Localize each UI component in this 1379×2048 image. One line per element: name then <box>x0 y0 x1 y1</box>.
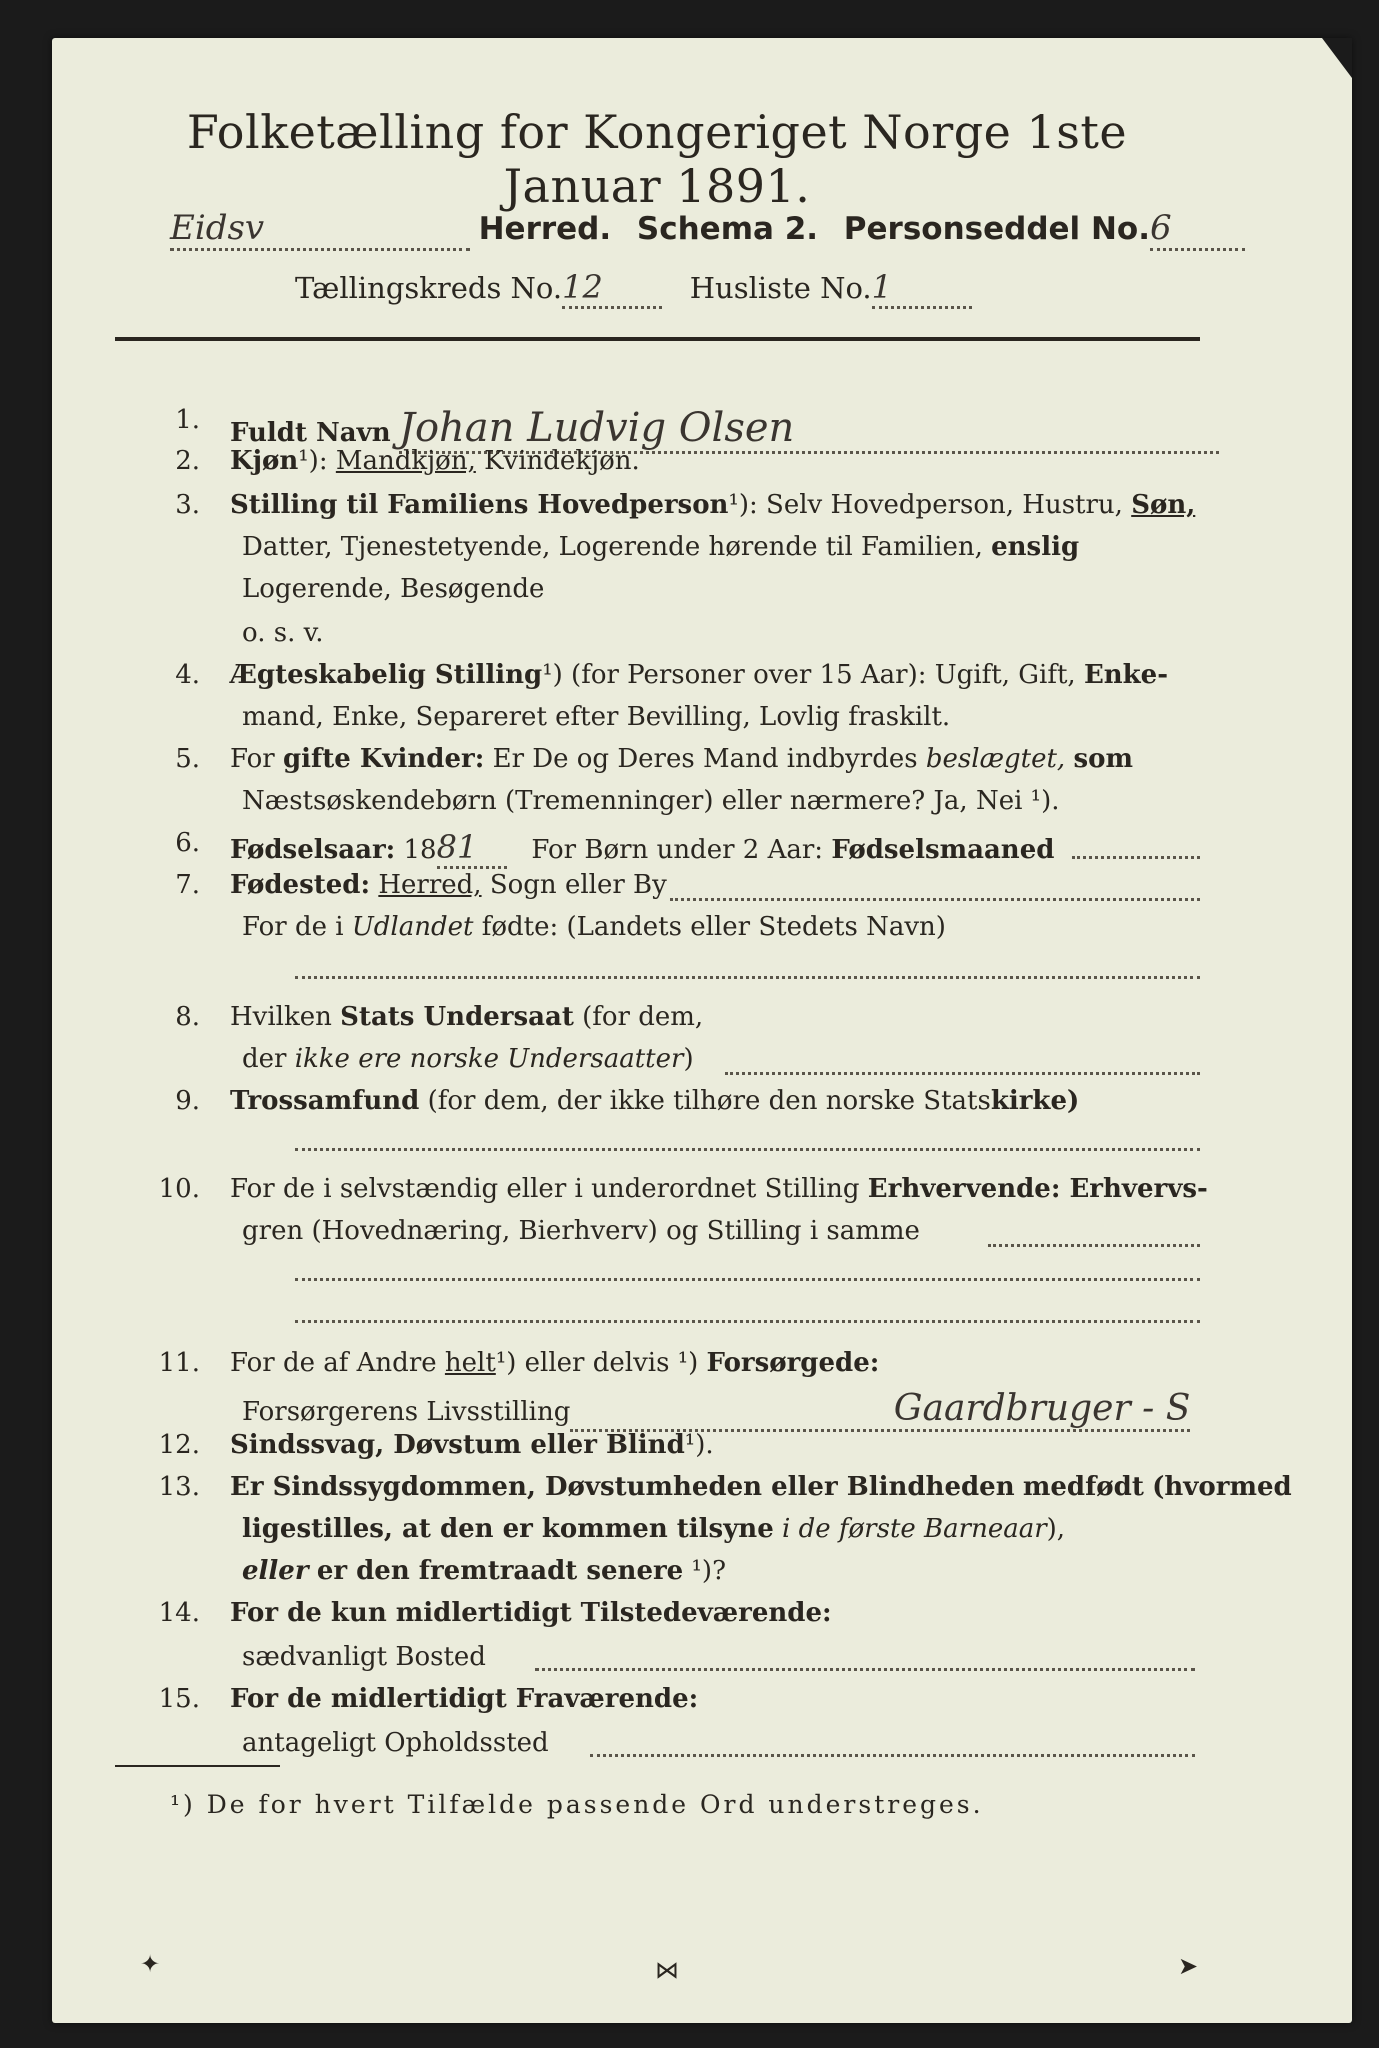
q3-line3: Logerende, Besøgende <box>242 574 545 604</box>
q8-text-a: Hvilken <box>230 1002 332 1032</box>
q3-line2: Datter, Tjenestetyende, Logerende hørende til Familien, <box>242 532 983 562</box>
personseddel-label: Personseddel No. <box>843 211 1150 247</box>
q4-enke: Enke- <box>1083 660 1169 690</box>
q10-answer-line-2 <box>295 1278 1200 1281</box>
q10-line-1 <box>230 1174 1208 1204</box>
q10-number: 10. <box>158 1174 200 1204</box>
q9-line <box>230 1086 1079 1116</box>
schema-label: Schema 2. <box>636 211 819 247</box>
q1-label: Fuldt Navn <box>230 418 391 448</box>
q2-number: 2. <box>175 446 200 476</box>
q5-beslaegtet: beslægtet, <box>925 744 1066 774</box>
folded-corner <box>1322 38 1352 78</box>
q10-label: Erhvervende: Erhvervs- <box>867 1174 1208 1204</box>
q11-helt: helt <box>444 1348 496 1378</box>
q7-udland-line <box>295 976 1200 979</box>
q10-answer-line-3 <box>295 1320 1200 1323</box>
q11-line2: Forsørgerens Livsstilling <box>242 1397 571 1427</box>
q5-label: gifte Kvinder: <box>282 744 485 774</box>
personseddel-value: 6 <box>1150 208 1245 251</box>
q9-answer-line <box>295 1148 1200 1151</box>
q13-line3i: eller <box>242 1556 309 1586</box>
binding-mark-left-icon: ✦ <box>140 1950 161 1978</box>
q11-number: 11. <box>158 1348 200 1378</box>
q13-line2i: i de første Barneaar <box>782 1514 1047 1544</box>
q13-line2b: ), <box>1046 1514 1066 1544</box>
q13-number: 13. <box>158 1472 200 1502</box>
q6-year-value: 81 <box>437 828 507 869</box>
herred-label: Herred. <box>478 211 612 247</box>
q2-label: Kjøn <box>230 446 299 476</box>
binding-mark-right-icon: ➤ <box>1178 1952 1199 1980</box>
q11-text-b: ¹) eller delvis ¹) <box>495 1348 699 1378</box>
q8-line2i: ikke ere norske Undersaatter <box>294 1044 684 1074</box>
form-title: Folketælling for Kongeriget Norge 1ste Januar 1891. <box>186 105 1128 213</box>
q5-text-a: Er De og Deres Mand indbyrdes <box>492 744 918 774</box>
q8-number: 8. <box>175 1002 200 1032</box>
q9-kirke: kirke) <box>990 1086 1080 1116</box>
q5-line2: Næstsøskendebørn (Tremenninger) eller nærmere? Ja, Nei ¹). <box>242 786 1060 816</box>
q3-enslig: enslig <box>991 532 1080 562</box>
q8-line-1 <box>230 1002 703 1032</box>
q3-son: Søn, <box>1131 490 1196 520</box>
q6-label-b: Fødselsmaaned <box>831 835 1055 865</box>
q4-number: 4. <box>175 660 200 690</box>
q5-line-1 <box>230 744 1133 774</box>
q14-number: 14. <box>158 1598 200 1628</box>
q11-line-2 <box>242 1388 1190 1432</box>
q1-number: 1. <box>175 405 200 435</box>
q2-opt-kvindekjon: Kvindekjøn. <box>484 446 640 476</box>
q3-text-a: Selv Hovedperson, Hustru, <box>766 490 1123 520</box>
q8-line2a: der <box>242 1044 287 1074</box>
kreds-value: 12 <box>562 268 662 309</box>
q8-answer-line <box>725 1072 1200 1075</box>
q11-line-1 <box>230 1348 879 1378</box>
q7-line-1 <box>230 870 667 900</box>
q5-som: som <box>1073 744 1133 774</box>
herred-value: Eidsv <box>170 208 470 251</box>
kreds-label: Tællingskreds No. <box>295 271 563 305</box>
q6-answer-line <box>1072 856 1200 859</box>
q4-label: Ægteskabelig Stilling <box>230 660 543 690</box>
q7-udlandet: Udlandet <box>351 912 474 942</box>
q7-label: Fødested: <box>230 870 371 900</box>
q13-line2a: ligestilles, at den er kommen tilsyne <box>242 1514 774 1544</box>
q2-line <box>230 446 640 476</box>
q15-line-1 <box>230 1684 698 1714</box>
q5-prefix: For <box>230 744 275 774</box>
q14-label: For de kun midlertidigt Tilstedeværende: <box>230 1598 832 1628</box>
q15-label: For de midlertidigt Fraværende: <box>230 1684 699 1714</box>
q9-label: Trossamfund <box>230 1086 420 1116</box>
q12-sup: ¹). <box>684 1430 714 1460</box>
q11-answer: Gaardbruger - S <box>570 1388 1190 1432</box>
q6-label: Fødselsaar: <box>230 835 396 865</box>
q3-line-1 <box>230 490 1195 520</box>
q13-line-2 <box>242 1514 1065 1544</box>
q8-label: Stats Undersaat <box>340 1002 574 1032</box>
q12-line <box>230 1430 714 1460</box>
q3-label: Stilling til Familiens Hovedperson <box>230 490 729 520</box>
q4-sup: ¹) <box>542 660 563 690</box>
q8-text-b: (for dem, <box>582 1002 704 1032</box>
q3-number: 3. <box>175 490 200 520</box>
q2-sup: ¹): <box>298 446 328 476</box>
q13-text-a: Er Sindssygdommen, Døvstumheden eller Blindheden <box>230 1472 1015 1502</box>
q9-text-a: (for dem, der ikke tilhøre den norske Stats <box>427 1086 991 1116</box>
q13-medfodt: medfødt <box>1022 1472 1144 1502</box>
q10-answer-line-1 <box>988 1244 1200 1247</box>
q3-line-2 <box>242 532 1079 562</box>
q13-line-3 <box>242 1556 726 1586</box>
q3-sup: ¹): <box>728 490 758 520</box>
q7-text-a: Sogn eller By <box>489 870 667 900</box>
header-divider <box>115 337 1200 341</box>
q11-text-a: For de af Andre <box>230 1348 437 1378</box>
q13-text-b: (hvormed <box>1152 1472 1292 1502</box>
q7-herred: Herred, <box>378 870 482 900</box>
q2-opt-mandkjon: Mandkjøn, <box>335 446 476 476</box>
q9-number: 9. <box>175 1086 200 1116</box>
q10-line2: gren (Hovednæring, Bierhverv) og Stilling i samme <box>242 1216 920 1246</box>
footnote: ¹) De for hvert Tilfælde passende Ord understreges. <box>170 1790 984 1819</box>
herred-line <box>170 208 1245 251</box>
q13-line-1 <box>230 1472 1292 1502</box>
q13-line3b: er den fremtraadt senere <box>316 1556 684 1586</box>
q4-line2: mand, Enke, Separeret efter Bevilling, Lovlig fraskilt. <box>242 702 951 732</box>
q6-line <box>230 828 1054 869</box>
q7-number: 7. <box>175 870 200 900</box>
q8-line-2: der ikke ere norske Undersaatter) <box>242 1044 694 1074</box>
q7-line2a: For de i <box>242 912 344 942</box>
q7-answer-line <box>670 898 1200 901</box>
q5-number: 5. <box>175 744 200 774</box>
q11-label: Forsørgede: <box>706 1348 880 1378</box>
q12-label: Sindssvag, Døvstum eller Blind <box>230 1430 685 1460</box>
q7-line2b: fødte: (Landets eller Stedets Navn) <box>481 912 946 942</box>
q1-answer: Johan Ludvig Olsen <box>399 405 1219 454</box>
binding-mark-center-icon: ⋈ <box>655 1956 679 1984</box>
q6-year-prefix: 18 <box>403 835 437 865</box>
q4-text-a: (for Personer over 15 Aar): Ugift, Gift, <box>571 660 1076 690</box>
footnote-divider <box>115 1765 280 1767</box>
q14-line-1 <box>230 1598 832 1628</box>
q4-line-1 <box>230 660 1168 690</box>
q15-answer-line <box>590 1754 1195 1757</box>
q15-number: 15. <box>158 1684 200 1714</box>
q7-line-2 <box>242 912 946 942</box>
q3-line4: o. s. v. <box>242 618 324 648</box>
q6-number: 6. <box>175 828 200 858</box>
q14-answer-line <box>535 1668 1195 1671</box>
q12-number: 12. <box>158 1430 200 1460</box>
q14-line2: sædvanligt Bosted <box>242 1642 486 1672</box>
q15-line2: antageligt Opholdssted <box>242 1728 549 1758</box>
husliste-value: 1 <box>872 268 972 309</box>
kreds-line <box>295 268 972 309</box>
q13-line3c: ¹)? <box>691 1556 727 1586</box>
husliste-label: Husliste No. <box>689 271 872 305</box>
q10-text-a: For de i selvstændig eller i underordnet Stilling <box>230 1174 860 1204</box>
q6-text-b: For Børn under 2 Aar: <box>531 835 824 865</box>
